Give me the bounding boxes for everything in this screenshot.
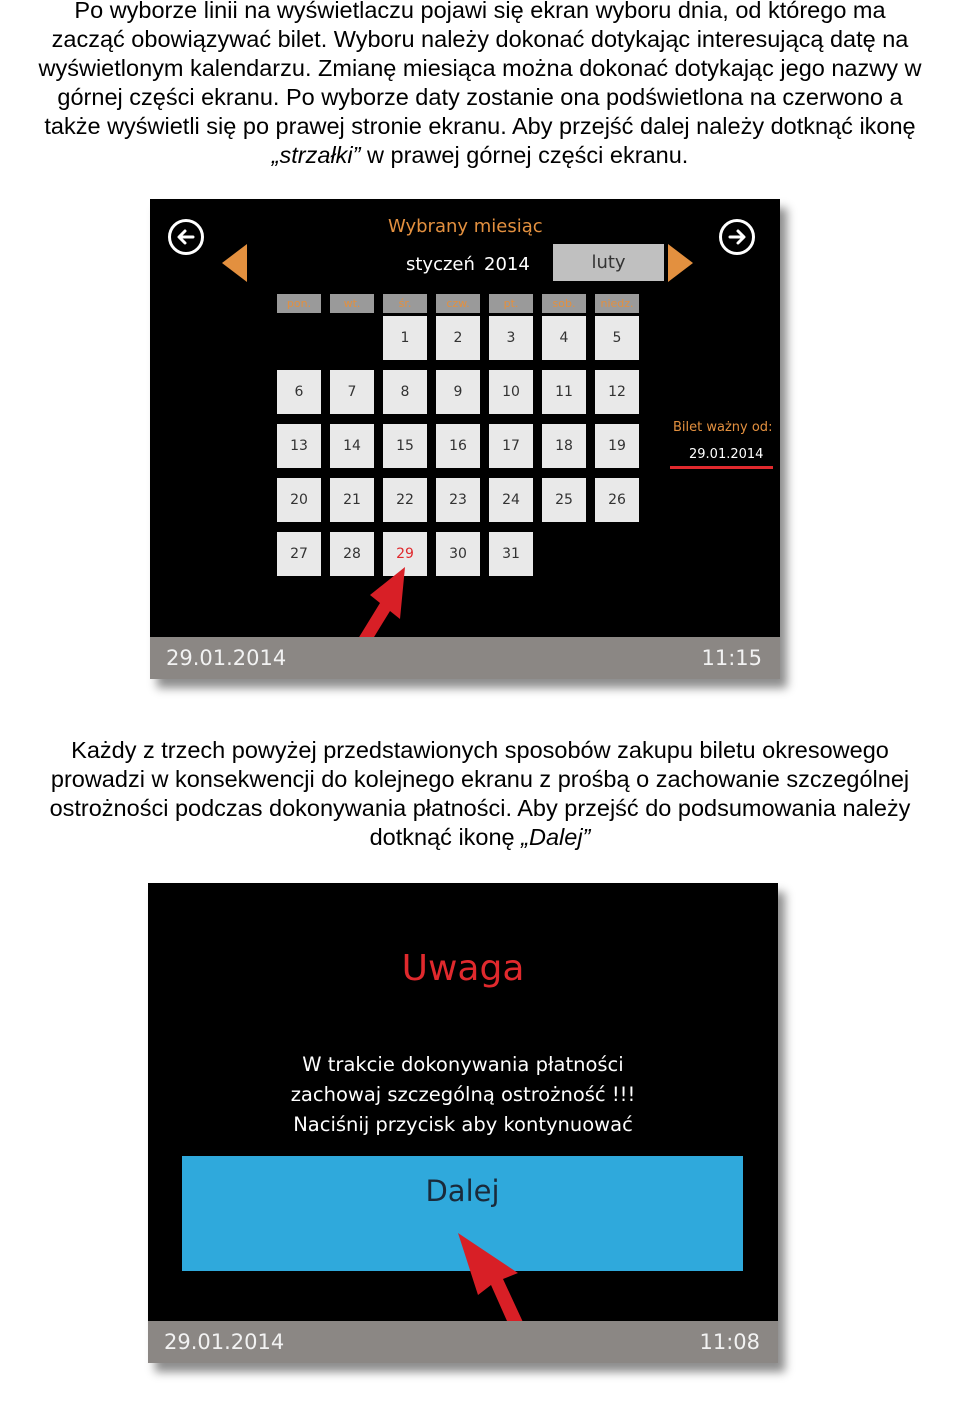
weekday-label: śr. [383, 294, 427, 313]
weekday-label: pon. [277, 294, 321, 313]
day-cell[interactable]: 9 [436, 370, 480, 414]
status-time: 11:08 [699, 1330, 760, 1354]
day-cell[interactable]: 8 [383, 370, 427, 414]
day-cell[interactable]: 10 [489, 370, 533, 414]
day-cell[interactable]: 12 [595, 370, 639, 414]
day-cell[interactable]: 26 [595, 478, 639, 522]
day-cell[interactable]: 5 [595, 316, 639, 360]
day-cell[interactable]: 19 [595, 424, 639, 468]
back-button[interactable] [168, 219, 204, 255]
weekday-label: niedz. [595, 294, 639, 313]
day-cell[interactable]: 21 [330, 478, 374, 522]
second-italic-term: „Dalej” [521, 824, 591, 850]
intro-line: także wyświetli się po prawej stronie ekranu. Aby przejść dalej należy dotknąć ikonę [44, 113, 916, 139]
day-cell[interactable]: 7 [330, 370, 374, 414]
day-cell[interactable]: 22 [383, 478, 427, 522]
day-cell[interactable]: 30 [436, 532, 480, 576]
intro-paragraph [0, 0, 960, 170]
valid-from-date: 29.01.2014 [689, 447, 764, 462]
intro-line-rest: w prawej górnej części ekranu. [360, 142, 689, 168]
day-cell[interactable]: 6 [277, 370, 321, 414]
current-month[interactable]: styczeń [406, 254, 475, 275]
day-cell-selected[interactable]: 29 [383, 532, 427, 576]
status-bar [150, 637, 780, 679]
day-cell[interactable]: 11 [542, 370, 586, 414]
intro-line: wyświetlonym kalendarzu. Zmianę miesiąca można dokonać dotykając jego nazwy w [38, 55, 922, 81]
status-date: 29.01.2014 [164, 1330, 285, 1354]
next-month-button[interactable]: luty [553, 244, 664, 281]
weekday-label: czw. [436, 294, 480, 313]
intro-line: zacząć obowiązywać bilet. Wyboru należy dokonać dotykając interesującą datę na [51, 26, 909, 52]
intro-line: górnej części ekranu. Po wyborze daty zostanie ona podświetlona na czerwono a [57, 84, 903, 110]
day-cell[interactable]: 4 [542, 316, 586, 360]
day-cell[interactable]: 3 [489, 316, 533, 360]
day-cell[interactable]: 17 [489, 424, 533, 468]
status-bar [148, 1321, 778, 1363]
status-time: 11:15 [701, 646, 762, 670]
forward-button[interactable] [719, 219, 755, 255]
warning-message-line: W trakcie dokonywania płatności [302, 1053, 624, 1076]
warning-title: Uwaga [401, 948, 525, 989]
month-header: Wybrany miesiąc [388, 216, 543, 237]
dalej-button[interactable]: Dalej [182, 1156, 743, 1271]
second-line: prowadzi w konsekwencji do kolejnego ekranu z prośbą o zachowanie szczególnej [50, 766, 910, 792]
calendar-screen-screenshot [150, 199, 780, 679]
day-cell[interactable]: 20 [277, 478, 321, 522]
day-cell[interactable]: 16 [436, 424, 480, 468]
day-cell[interactable]: 13 [277, 424, 321, 468]
day-cell[interactable]: 15 [383, 424, 427, 468]
intro-line [0, 141, 960, 170]
second-line: ostrożności podczas dokonywania płatności. Aby przejść do podsumowania należy [49, 795, 911, 821]
second-line-prefix: dotknąć ikonę [369, 824, 522, 850]
second-line: Każdy z trzech powyżej przedstawionych sposobów zakupu biletu okresowego [71, 737, 889, 763]
intro-italic-term: „strzałki” [271, 142, 361, 168]
valid-from-label: Bilet ważny od: [673, 420, 773, 435]
day-cell[interactable]: 27 [277, 532, 321, 576]
day-cell[interactable]: 24 [489, 478, 533, 522]
warning-message-line: Naciśnij przycisk aby kontynuować [293, 1113, 633, 1136]
current-year: 2014 [484, 254, 530, 275]
day-cell[interactable]: 14 [330, 424, 374, 468]
day-cell[interactable]: 31 [489, 532, 533, 576]
day-cell[interactable]: 28 [330, 532, 374, 576]
arrow-left-circle-icon [171, 222, 201, 252]
intro-line: Po wyborze linii na wyświetlaczu pojawi się ekran wyboru dnia, od którego ma [74, 0, 886, 23]
warning-message-line: zachowaj szczególną ostrożność !!! [290, 1083, 636, 1106]
valid-from-underline [670, 466, 773, 469]
day-cell[interactable]: 1 [383, 316, 427, 360]
day-cell[interactable]: 23 [436, 478, 480, 522]
second-line [0, 823, 960, 852]
day-cell[interactable]: 25 [542, 478, 586, 522]
triangle-right-icon[interactable] [668, 244, 694, 282]
weekday-label: pt. [489, 294, 533, 313]
status-date: 29.01.2014 [166, 646, 287, 670]
arrow-right-circle-icon [722, 222, 752, 252]
day-cell[interactable]: 18 [542, 424, 586, 468]
triangle-left-icon[interactable] [222, 244, 248, 282]
day-cell[interactable]: 2 [436, 316, 480, 360]
weekday-label: sob. [542, 294, 586, 313]
warning-screen-screenshot [148, 883, 778, 1363]
weekday-label: wt. [330, 294, 374, 313]
second-paragraph [0, 736, 960, 852]
